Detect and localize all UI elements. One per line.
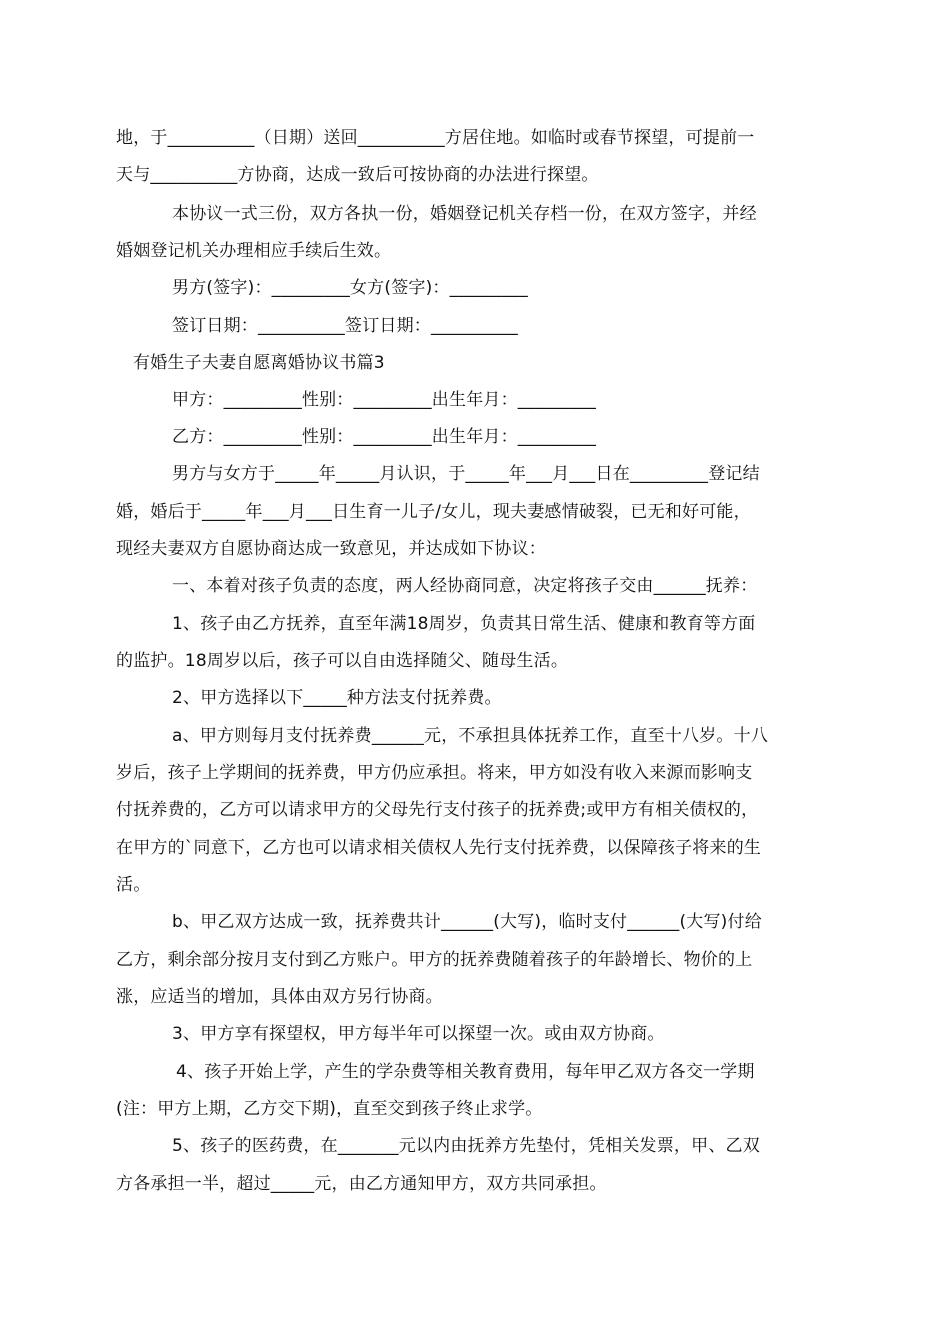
text-line: 涨，应适当的增加，具体由双方另行协商。 [116,987,443,1007]
text-line: a、甲方则每月支付抚养费______元，不承担具体抚养工作，直至十八岁。十八 [172,726,769,746]
party-b-line: 乙方：_________性别：_________出生年月：_________ [172,427,597,447]
text-line: 3、甲方享有探望权，甲方每半年可以探望一次。或由双方协商。 [172,1024,665,1044]
text-line: 5、孩子的医药费，在_______元以内由抚养方先垫付，凭相关发票，甲、乙双 [172,1136,760,1156]
text-line: 现经夫妻双方自愿协商达成一致意见，并达成如下协议： [116,539,546,559]
text-line: b、甲乙双方达成一致，抚养费共计______(大写)，临时支付______(大写)付给 [172,912,762,932]
text-line: 本协议一式三份，双方各执一份，婚姻登记机关存档一份，在双方签字，并经 [172,204,757,224]
signature-line: 男方(签字)：_________女方(签字)：_________ [172,278,528,298]
text-line: 天与__________方协商，达成一致后可按协商的办法进行探望。 [116,165,599,185]
text-line: 1、孩子由乙方抚养，直至年满18周岁，负责其日常生活、健康和教育等方面 [172,614,756,634]
text-line: 在甲方的`同意下，乙方也可以请求相关债权人先行支付抚养费，以保障孩子将来的生 [116,838,762,858]
text-line: 的监护。18周岁以后，孩子可以自由选择随父、随母生活。 [116,651,569,671]
section-heading: 有婚生子夫妻自愿离婚协议书篇3 [133,353,385,373]
text-line: 活。 [116,875,151,895]
text-line: 地，于__________（日期）送回__________方居住地。如临时或春节探望，可提前一 [116,128,755,148]
signing-date-line: 签订日期：__________签订日期：__________ [172,316,518,336]
text-line: 乙方，剩余部分按月支付到乙方账户。甲方的抚养费随着孩子的年龄增长、物价的上 [116,950,753,970]
text-line: 男方与女方于_____年_____月认识，于_____年___月___日在_________登记结 [172,464,760,484]
text-line: 婚姻登记机关办理相应手续后生效。 [116,241,392,261]
text-line: 付抚养费的，乙方可以请求甲方的父母先行支付孩子的抚养费;或甲方有相关债权的， [116,800,759,820]
text-line: 婚，婚后于_____年___月___日生育一儿子/女儿，现夫妻感情破裂，已无和好可能， [116,502,751,522]
text-line: 2、甲方选择以下_____种方法支付抚养费。 [172,688,502,708]
text-line: 岁后，孩子上学期间的抚养费，甲方仍应承担。将来，甲方如没有收入来源而影响支 [116,763,753,783]
text-line: 4、孩子开始上学，产生的学杂费等相关教育费用，每年甲乙双方各交一学期 [176,1062,755,1082]
party-a-line: 甲方：_________性别：_________出生年月：_________ [172,390,597,410]
text-line: (注：甲方上期，乙方交下期)，直至交到孩子终止求学。 [116,1099,543,1119]
text-line: 方各承担一半，超过_____元，由乙方通知甲方，双方共同承担。 [116,1174,607,1194]
text-line: 一、本着对孩子负责的态度，两人经协商同意，决定将孩子交由______抚养： [172,576,758,596]
